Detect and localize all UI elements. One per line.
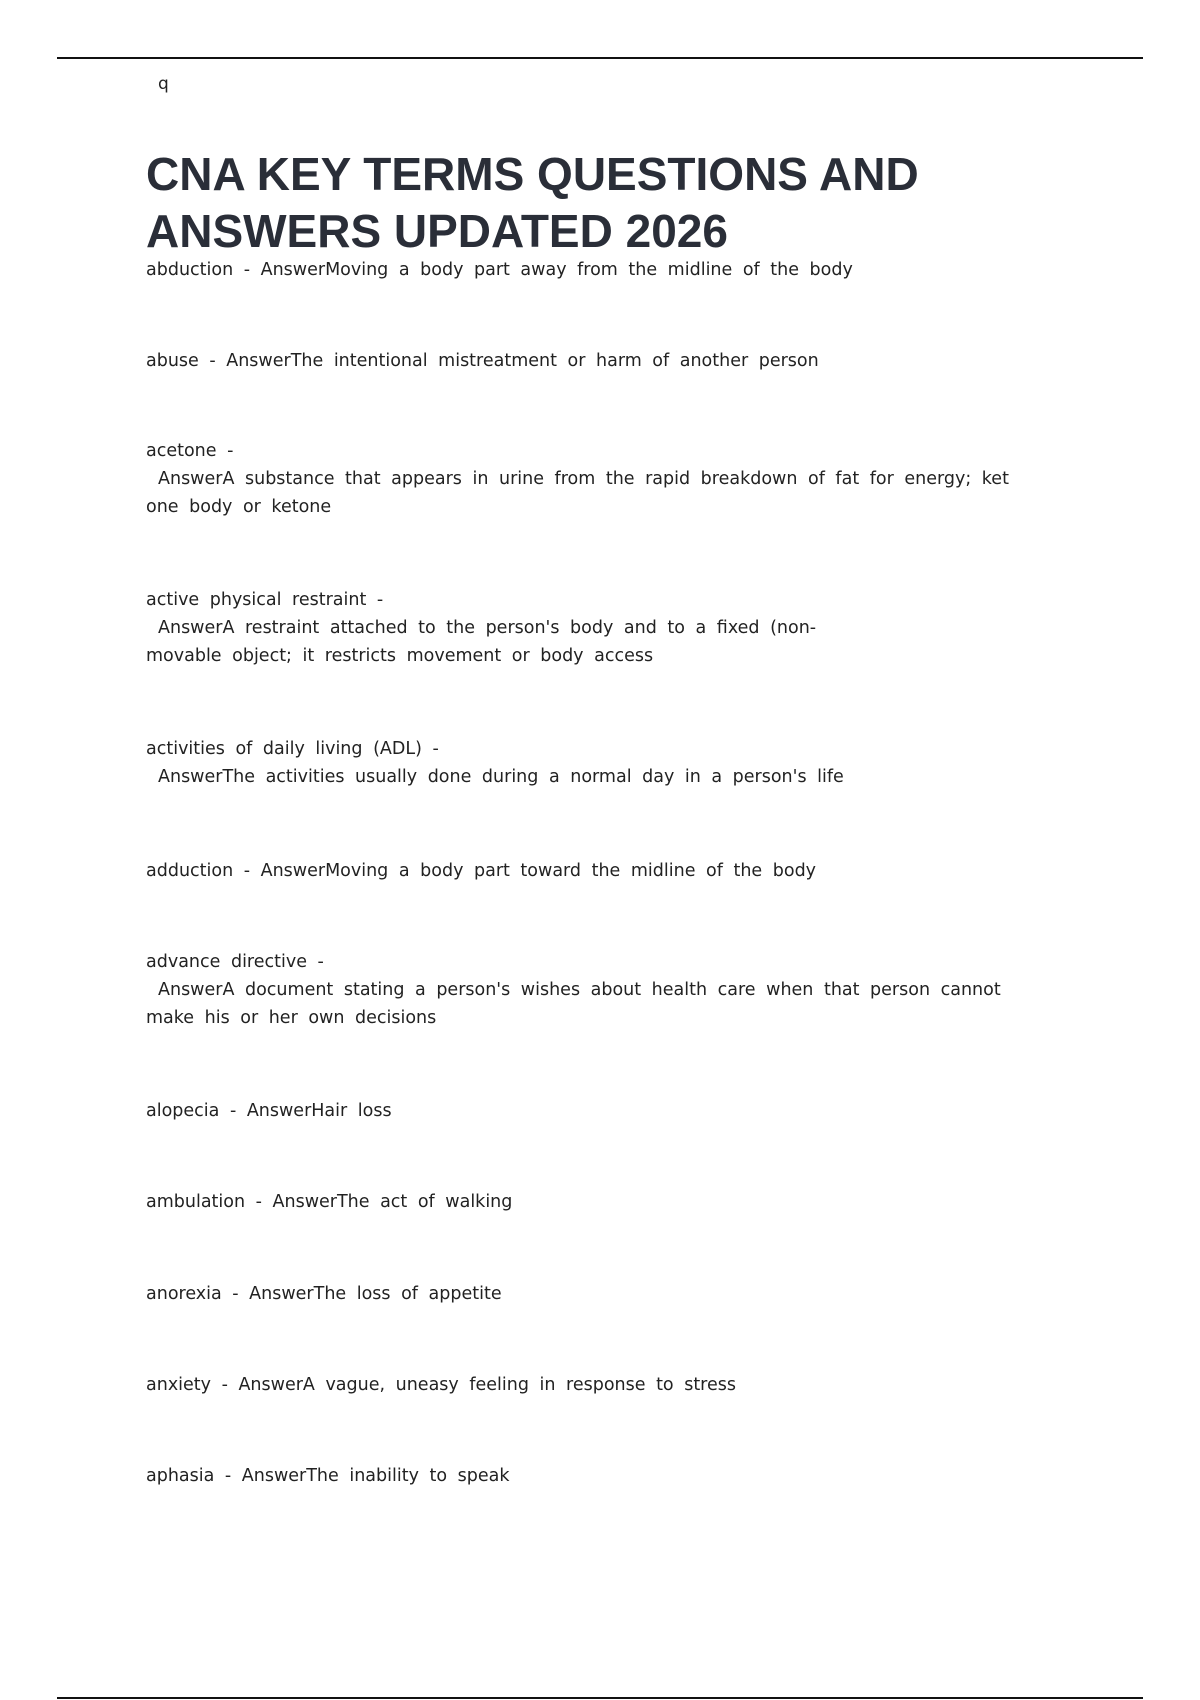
term-line: adduction - AnswerMoving a body part toward the midline of the body [146,861,817,881]
term-entry [146,1371,1066,1399]
term-entry [146,256,1066,284]
term-entry [146,586,1066,670]
term-line: anxiety - AnswerA vague, uneasy feeling in response to stress [146,1375,736,1395]
term-entry [146,1097,1066,1125]
term-entry [146,437,1066,521]
term-line: movable object; it restricts movement or body access [146,646,654,666]
term-line: activities of daily living (ADL) - [146,739,439,759]
term-entry [146,857,1066,885]
term-line: abuse - AnswerThe intentional mistreatment or harm of another person [146,351,819,371]
term-line: AnswerA document stating a person's wishes about health care when that person cannot [158,980,1001,1000]
header-rule [57,57,1143,59]
term-entry [146,1462,1066,1490]
term-line: alopecia - AnswerHair loss [146,1101,392,1121]
term-line: anorexia - AnswerThe loss of appetite [146,1284,502,1304]
term-line: ambulation - AnswerThe act of walking [146,1192,513,1212]
term-line: one body or ketone [146,497,332,517]
term-line: AnswerA restraint attached to the person's body and to a fixed (non- [158,618,817,638]
footer-rule [57,1697,1143,1699]
term-entry [146,735,1066,791]
term-line: aphasia - AnswerThe inability to speak [146,1466,510,1486]
term-line: acetone - [146,441,234,461]
term-line: AnswerA substance that appears in urine from the rapid breakdown of fat for energy; ket [158,469,1009,489]
page-marker: q [158,74,169,94]
term-line: abduction - AnswerMoving a body part away from the midline of the body [146,260,853,280]
term-entry [146,1188,1066,1216]
term-line: make his or her own decisions [146,1008,437,1028]
term-line: AnswerThe activities usually done during a normal day in a person's life [158,767,844,787]
term-entry [146,347,1066,375]
term-line: active physical restraint - [146,590,384,610]
term-line: advance directive - [146,952,324,972]
term-entry [146,948,1066,1032]
document-title: CNA KEY TERMS QUESTIONS AND ANSWERS UPDATED 2026 [146,148,919,257]
term-entry [146,1280,1066,1308]
